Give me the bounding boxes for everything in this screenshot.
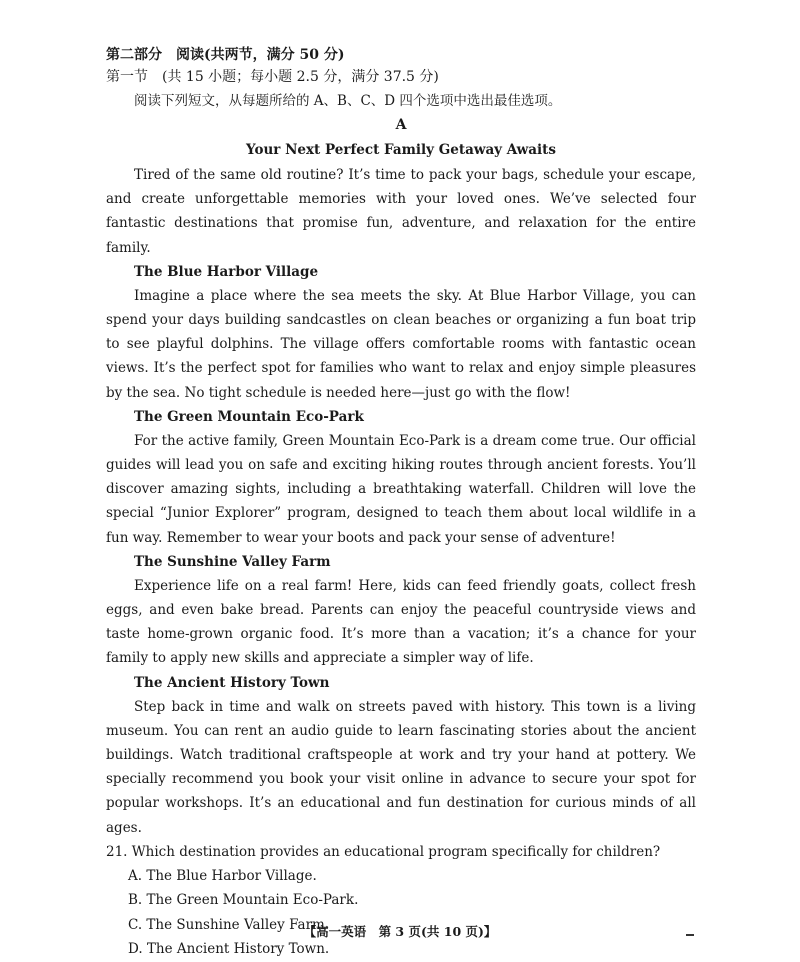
section-body-blue-harbor: Imagine a place where the sea meets the sky. At Blue Harbor Village, you can spend your days building sandcastles on clean beaches or organizing a fun boat trip to see playful dolphins. The village offers comfortable rooms with fantastic ocean views. It’s the perfect spot for families who want to relax and enjoy simple pleasures by the sea. No tight schedule is needed here—just go with the flow! bbox=[106, 287, 696, 401]
question-21-option-b: B. The Green Mountain Eco-Park. bbox=[128, 892, 359, 909]
section-title-blue-harbor: The Blue Harbor Village bbox=[134, 263, 319, 280]
question-21-stem: 21. Which destination provides an educational program specifically for children? bbox=[106, 843, 661, 860]
section-body-sunshine-valley: Experience life on a real farm! Here, kids can feed friendly goats, collect fresh eggs, and even bake bread. Parents can enjoy the peaceful countryside views and taste home-grown organic food. It’s more than a vacation; it’s a chance for your family to apply new skills and appreciate a simpler way of life. bbox=[106, 577, 696, 667]
instruction: 阅读下列短文，从每题所给的 A、B、C、D 四个选项中选出最佳选项。 bbox=[134, 93, 562, 109]
question-21-option-c: C. The Sunshine Valley Farm. bbox=[128, 916, 330, 933]
exam-page bbox=[106, 44, 696, 962]
question-21-option-d: D. The Ancient History Town. bbox=[128, 941, 330, 958]
passage-title: Your Next Perfect Family Getaway Awaits bbox=[245, 142, 556, 158]
page-footer: 【高一英语 第 3 页(共 10 页)】 bbox=[303, 924, 497, 939]
section-body-ancient-history: Step back in time and walk on streets paved with history. This town is a living museum. You can rent an audio guide to learn fascinating stories about the ancient buildings. Watch traditional craftspeople at work and try your hand at pottery. We specially recommend you book your visit online in advance to secure your spot for popular workshops. It’s an educational and fun destination for curious minds of all ages. bbox=[106, 698, 696, 836]
section-title-ancient-history: The Ancient History Town bbox=[134, 674, 330, 691]
passage-intro: Tired of the same old routine? It’s time to pack your bags, schedule your escape, and create unforgettable memories with your loved ones. We’ve selected four fantastic destinations that promise fun, adventure, and relaxation for the entire family. bbox=[106, 167, 696, 256]
section-title-green-mountain: The Green Mountain Eco-Park bbox=[134, 408, 364, 425]
corner-mark bbox=[686, 934, 694, 936]
section-body-green-mountain: For the active family, Green Mountain Eco-Park is a dream come true. Our official guides will lead you on safe and exciting hiking routes through ancient forests. You’ll discover amazing sights, including a breathtaking waterfall. Children will love the special “Junior Explorer” program, designed to teach them about local wildlife in a fun way. Remember to wear your boots and pack your sense of adventure! bbox=[106, 432, 696, 546]
section-title-sunshine-valley: The Sunshine Valley Farm bbox=[134, 553, 331, 570]
passage-label: A bbox=[395, 117, 407, 133]
part-heading: 第二部分 阅读(共两节，满分 50 分) bbox=[106, 47, 345, 63]
question-21-option-a: A. The Blue Harbor Village. bbox=[128, 867, 317, 884]
section-heading: 第一节 (共 15 小题；每小题 2.5 分，满分 37.5 分) bbox=[106, 69, 439, 85]
